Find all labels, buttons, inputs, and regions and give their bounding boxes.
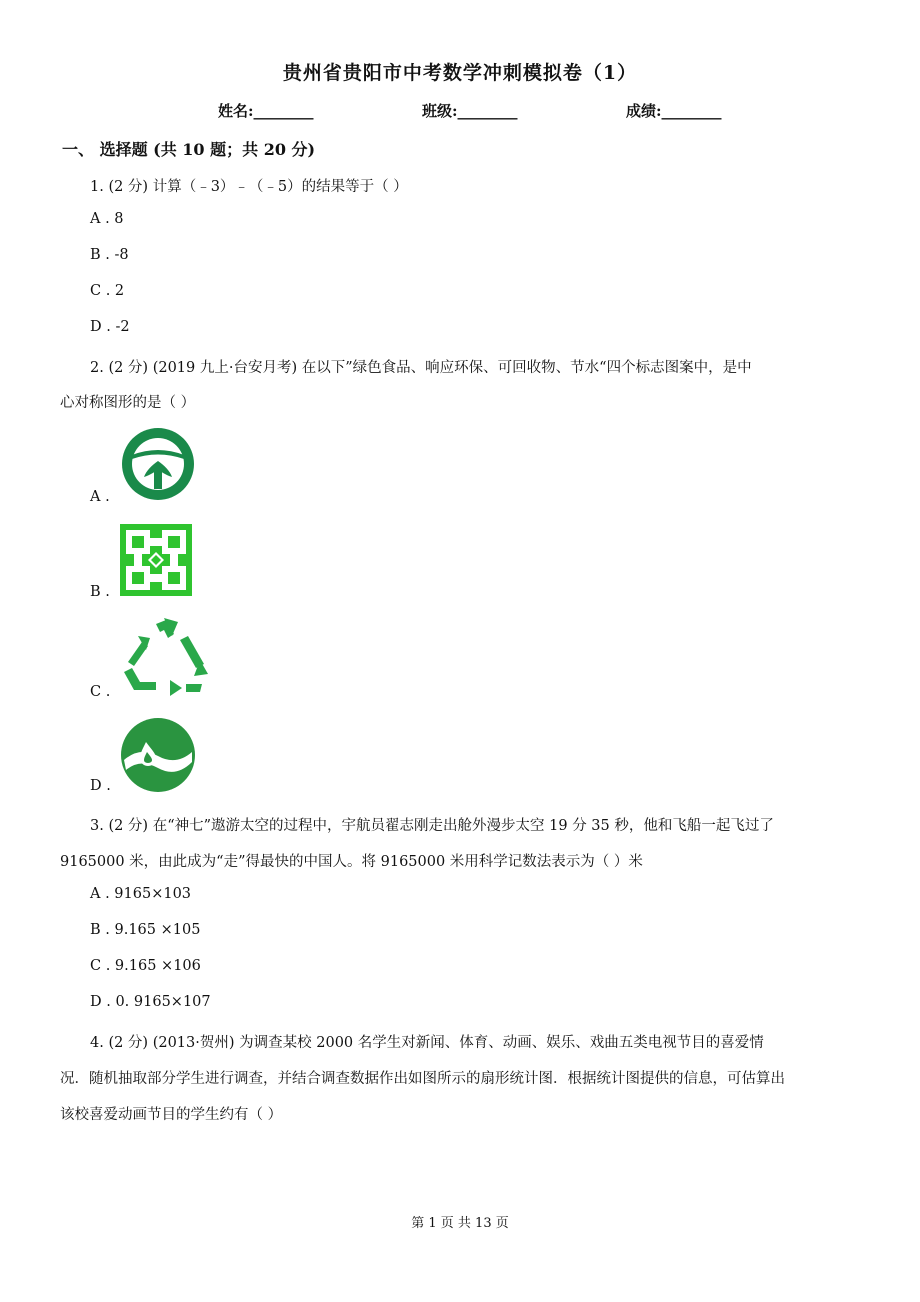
question-2-option-c: C . [90,684,111,700]
recycle-logo-icon [120,616,210,696]
question-1-option-a: A . 8 [90,211,124,227]
question-3-option-a: A . 9165×103 [90,886,192,902]
question-3-option-b: B . 9.165 ×105 [90,922,201,938]
question-2-option-b: B . [90,584,110,600]
question-2-option-d: D . [90,778,111,794]
question-2-text: 2. (2 分) (2019 九上·台安月考) 在以下”绿色食品、响应环保、可回收物、节水“四个标志图案中，是中 [90,360,752,376]
water-saving-logo-icon [118,716,198,794]
class-field: 班级:________ [422,102,518,120]
question-4-text-cont: 况．随机抽取部分学生进行调查，并结合调查数据作出如图所示的扇形统计图．根据统计图提供的信息，可估算出 [60,1071,785,1087]
environmental-logo-icon [120,524,192,596]
green-food-logo-icon [118,425,198,503]
score-field: 成绩:________ [626,102,722,120]
section-title: 一、 选择题 (共 10 题；共 20 分) [62,140,316,159]
question-3-text-cont: 9165000 米，由此成为“走”得最快的中国人。将 9165000 米用科学记数法表示为（ ）米 [60,854,643,870]
question-1-option-b: B . -8 [90,247,129,263]
question-1-option-d: D . -2 [90,319,130,335]
question-3-text: 3. (2 分) 在“神七”遨游太空的过程中，宇航员翟志刚走出舱外漫步太空 19 分 35 秒，他和飞船一起飞过了 [90,818,774,834]
question-2-text-cont: 心对称图形的是（ ） [60,395,196,411]
question-3-option-d: D . 0. 9165×107 [90,994,211,1010]
page-footer: 第 1 页 共 13 页 [411,1216,509,1231]
question-1-text: 1. (2 分) 计算（﹣3）﹣（﹣5）的结果等于（ ） [90,179,408,195]
question-4-text: 4. (2 分) (2013·贺州) 为调查某校 2000 名学生对新闻、体育、动画、娱乐、戏曲五类电视节目的喜爱情 [90,1035,764,1051]
question-2-option-a: A . [90,489,110,505]
question-3-option-c: C . 9.165 ×106 [90,958,201,974]
page-title: 贵州省贵阳市中考数学冲刺模拟卷（1） [282,62,638,84]
question-1-option-c: C . 2 [90,283,125,299]
name-field: 姓名:________ [218,102,314,120]
question-4-text-cont-2: 该校喜爱动画节目的学生约有（ ） [60,1107,283,1123]
